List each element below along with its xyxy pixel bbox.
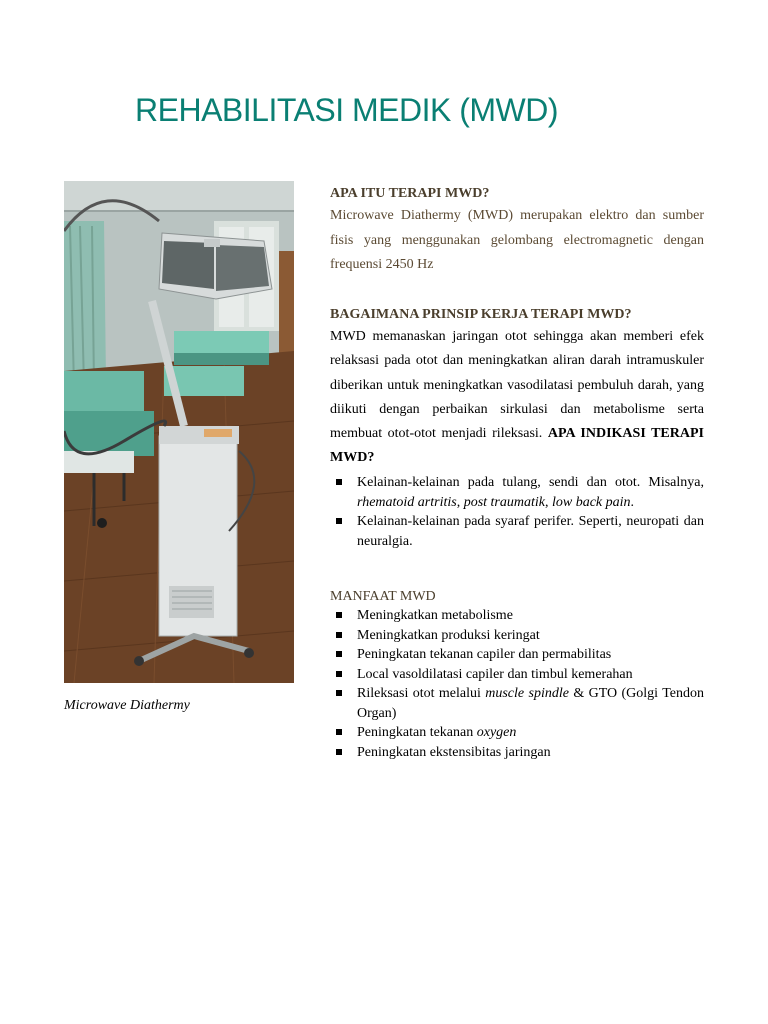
list-item: Meningkatkan metabolisme bbox=[330, 606, 704, 626]
section-text: Microwave Diathermy (MWD) merupakan elektro dan sumber fisis yang menggunakan gelombang electromagnetic dengan frequensi 2450 Hz bbox=[330, 208, 704, 272]
list-item: Peningkatan tekanan capiler dan permabilitas bbox=[330, 645, 704, 665]
indication-heading: APA INDIKASI TERAPI MWD? bbox=[330, 426, 704, 466]
bullet-icon bbox=[336, 729, 342, 735]
section-heading: APA ITU TERAPI MWD? bbox=[330, 186, 490, 201]
list-item: Peningkatan tekanan oxygen bbox=[330, 723, 704, 743]
page-title: REHABILITASI MEDIK (MWD) bbox=[135, 92, 558, 128]
microwave-diathermy-photo bbox=[64, 181, 294, 683]
section-text bbox=[330, 325, 704, 471]
bullet-icon bbox=[336, 671, 342, 677]
bullet-icon bbox=[336, 632, 342, 638]
section-heading: MANFAAT MWD bbox=[330, 589, 436, 604]
bullet-icon bbox=[336, 518, 342, 524]
section-benefits bbox=[330, 589, 704, 762]
bullet-icon bbox=[336, 690, 342, 696]
list-item: Local vasoldilatasi capiler dan timbul kemerahan bbox=[330, 665, 704, 685]
bullet-icon bbox=[336, 749, 342, 755]
list-item: Kelainan-kelainan pada tulang, sendi dan otot. Misalnya, rhematoid artritis, post traumatik, low back pain. bbox=[330, 473, 704, 512]
image-caption: Microwave Diathermy bbox=[64, 698, 190, 713]
list-item: Meningkatkan produksi keringat bbox=[330, 626, 704, 646]
bullet-icon bbox=[336, 651, 342, 657]
section-what-is-mwd bbox=[330, 186, 704, 278]
section-how-it-works bbox=[330, 307, 704, 471]
list-item: Peningkatan ekstensibitas jaringan bbox=[330, 743, 704, 763]
list-item: Rileksasi otot melalui muscle spindle & GTO (Golgi Tendon Organ) bbox=[330, 684, 704, 723]
section-heading: BAGAIMANA PRINSIP KERJA TERAPI MWD? bbox=[330, 307, 632, 322]
list-item: Kelainan-kelainan pada syaraf perifer. Seperti, neuropati dan neuralgia. bbox=[330, 512, 704, 551]
bullet-icon bbox=[336, 479, 342, 485]
bullet-icon bbox=[336, 612, 342, 618]
section-body: MWD memanaskan jaringan otot sehingga akan memberi efek relaksasi pada otot dan meningkatkan aliran darah intramuskuler diberikan untuk meningkatkan vasodilatasi pembuluh darah, yang diikuti dengan perbaikan sirkulasi dan metabolisme serta membuat otot-otot menjadi rileksasi. bbox=[330, 329, 704, 442]
photo-illustration bbox=[64, 181, 294, 683]
indication-list bbox=[330, 473, 704, 551]
